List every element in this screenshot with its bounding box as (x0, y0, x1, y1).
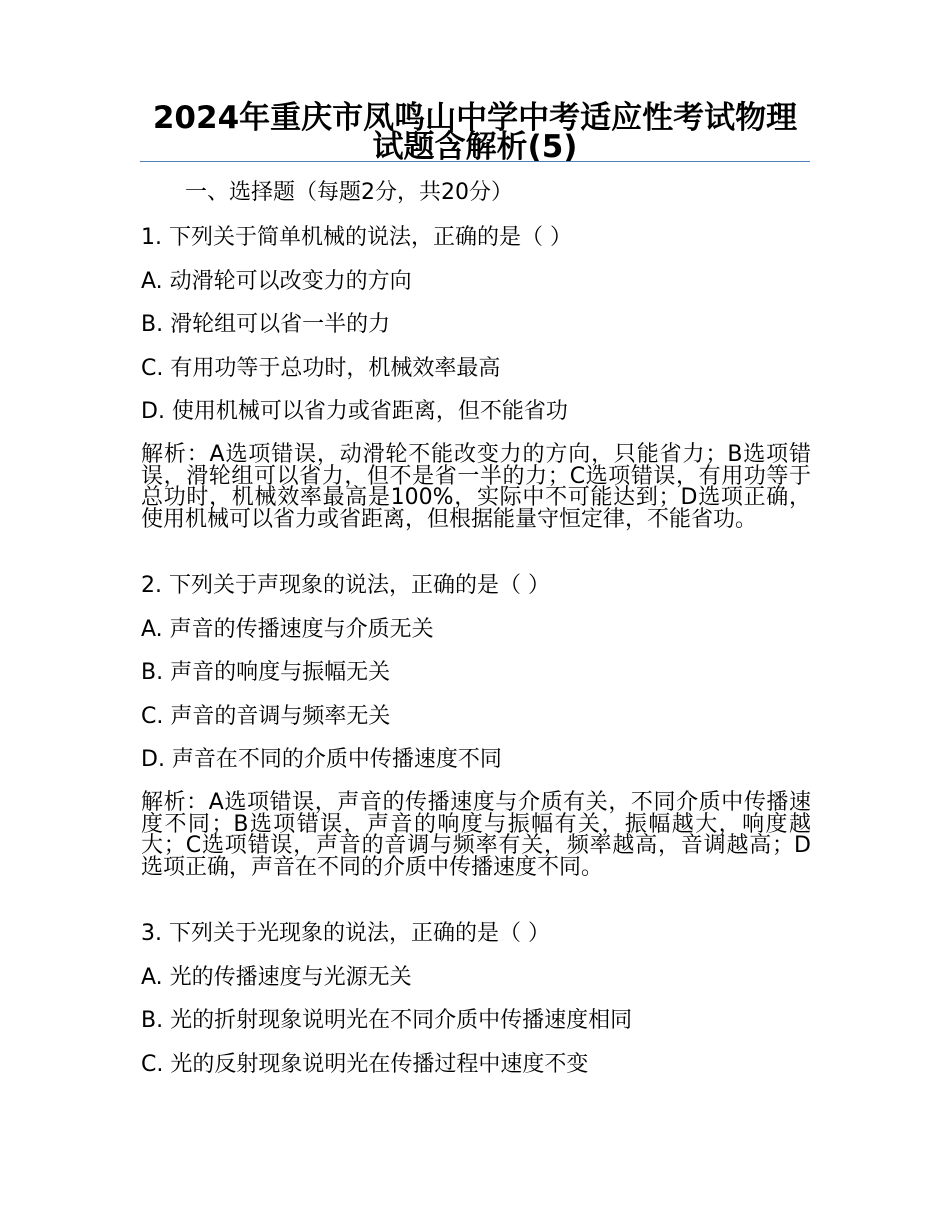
section-heading: 一、选择题（每题2分，共20分） (185, 180, 513, 205)
question-3-stem: 3. 下列关于光现象的说法，正确的是（ ） (141, 921, 550, 946)
question-1-option-b: B. 滑轮组可以省一半的力 (141, 312, 391, 337)
question-1-analysis: 解析：A选项错误，动滑轮不能改变力的方向，只能省力；B选项错误，滑轮组可以省力，但不是省一半的力；C选项错误，有用功等于总功时，机械效率最高是100%，实际中不可能达到；D选项正确，使用机械可以省力或省距离，但根据能量守恒定律，不能省功。 (141, 442, 811, 532)
question-3-option-c: C. 光的反射现象说明光在传播过程中速度不变 (141, 1052, 589, 1077)
question-2-option-d: D. 声音在不同的介质中传播速度不同 (141, 747, 502, 772)
title-underline (140, 161, 810, 162)
question-2-option-b: B. 声音的响度与振幅无关 (141, 660, 391, 685)
question-1-option-d: D. 使用机械可以省力或省距离，但不能省功 (141, 399, 568, 424)
question-2-analysis: 解析：A选项错误，声音的传播速度与介质有关，不同介质中传播速度不同；B选项错误，声音的响度与振幅有关，振幅越大，响度越大；C选项错误，声音的音调与频率有关，频率越高，音调越高；D选项正确，声音在不同的介质中传播速度不同。 (141, 790, 811, 880)
question-3-option-b: B. 光的折射现象说明光在不同介质中传播速度相同 (141, 1008, 633, 1033)
question-1-stem: 1. 下列关于简单机械的说法，正确的是（ ） (141, 225, 572, 250)
question-2-option-c: C. 声音的音调与频率无关 (141, 704, 391, 729)
document-title: 2024年重庆市凤鸣山中学中考适应性考试物理试题含解析(5) (152, 100, 798, 165)
question-1-option-a: A. 动滑轮可以改变力的方向 (141, 269, 412, 294)
question-1-option-c: C. 有用功等于总功时，机械效率最高 (141, 356, 501, 381)
question-2-stem: 2. 下列关于声现象的说法，正确的是（ ） (141, 573, 550, 598)
question-3-option-a: A. 光的传播速度与光源无关 (141, 965, 412, 990)
question-2-option-a: A. 声音的传播速度与介质无关 (141, 617, 434, 642)
